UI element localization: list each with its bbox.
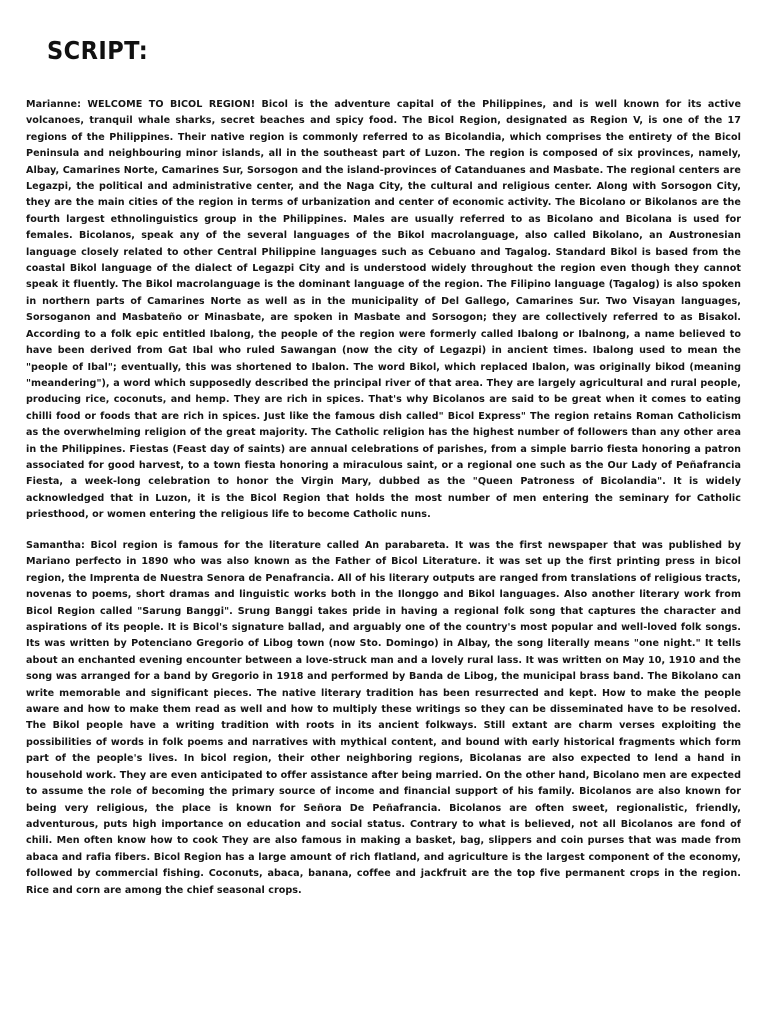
script-paragraph-marianne: Marianne: WELCOME TO BICOL REGION! Bicol is the adventure capital of the Philippines, and is well known for its active volcanoes, tranquil whale sharks, secret beaches and spicy food. The Bicol Region, designated as Region V, is one of the 17 regions of the Philippines. Their native region is commonly referred to as Bicolandia, which comprises the entirety of the Bicol Peninsula and neighbouring minor islands, all in the southeast part of Luzon. The region is composed of six provinces, namely, Albay, Camarines Norte, Camarines Sur, Sorsogon and the island-provinces of Catanduanes and Masbate. The regional centers are Legazpi, the political and administrative center, and the Naga City, the cultural and religious center. Along with Sorsogon City, they are the main cities of the region in terms of urbanization and center of economic activity. The Bicolano or Bikolanos are the fourth largest ethnolinguistics group in the Philippines. Males are usually referred to as Bicolano and Bicolana is used for females. Bicolanos, speak any of the several languages of the Bikol macrolanguage, also called Bikolano, an Austronesian language closely related to other Central Philippine languages such as Cebuano and Tagalog. Standard Bikol is based from the coastal Bikol language of the dialect of Legazpi City and is understood widely throughout the region even though they cannot speak it fluently. The Bikol macrolanguage is the dominant language of the region. The Filipino language (Tagalog) is also spoken in northern parts of Camarines Norte as well as in the municipality of Del Gallego, Camarines Sur. Two Visayan languages, Sorsoganon and Masbateño or Minasbate, are spoken in Masbate and Sorsogon; they are collectively referred to as Bisakol. According to a folk epic entitled Ibalong, the people of the region were formerly called Ibalong or Ibalnong, a name believed to have been derived from Gat Ibal who ruled Sawangan (now the city of Legazpi) in ancient times. Ibalong used to mean the "people of Ibal"; eventually, this was shortened to Ibalon. The word Bikol, which replaced Ibalon, was originally bikod (meaning "meandering"), a word which supposedly described the principal river of that area. They are largely agricultural and rural people, producing rice, coconuts, and hemp. They are rich in spices. That's why Bicolanos are said to be great when it comes to eating chilli food or foods that are rich in spices. Just like the famous dish called" Bicol Express" The region retains Roman Catholicism as the overwhelming religion of the great majority. The Catholic religion has the highest number of followers than any other area in the Philippines. Fiestas (Feast day of saints) are annual celebrations of parishes, from a simple barrio fiesta honoring a patron associated for good harvest, to a town fiesta honoring a miraculous saint, or a regional one such as the Our Lady of Peñafrancia Fiesta, a week-long celebration to honor the Virgin Mary, dubbed as the "Queen Patroness of Bicolandia". It is widely acknowledged that in Luzon, it is the Bicol Region that holds the most number of men entering the seminary for Catholic priesthood, or women entering the religious life to become Catholic nuns. [26,99,741,521]
page-title: SCRIPT: [47,36,149,65]
script-paragraph-samantha: Samantha: Bicol region is famous for the literature called An parabareta. It was the first newspaper that was published by Mariano perfecto in 1890 who was also known as the Father of Bicol Literature. it was set up the first printing press in bicol region, the Imprenta de Nuestra Senora de Penafrancia. All of his literary outputs are ranged from translations of religious tracts, novenas to poems, short dramas and linguistic works both in the Ilonggo and Bikol languages. Also another literary work from Bicol Region called "Sarung Banggi". Srung Banggi takes pride in having a regional folk song that captures the character and aspirations of its people. It is Bicol's signature ballad, and arguably one of the country's most popular and well-loved folk songs. Its was written by Potenciano Gregorio of Libog town (now Sto. Domingo) in Albay, the song literally means "one night." It tells about an enchanted evening encounter between a love-struck man and a lovely rural lass. It was written on May 10, 1910 and the song was arranged for a band by Gregorio in 1918 and performed by Banda de Libog, the municipal brass band. The Bikolano can write memorable and significant pieces. The native literary tradition has been resurrected and kept. How to make the people aware and how to make them read as well and how to multiply these writings so they can be disseminated have to be resolved. The Bikol people have a writing tradition with roots in its ancient folkways. Still extant are charm verses exploiting the possibilities of words in folk poems and narratives with mythical content, and bound with early historical fragments which form part of the people's lives. In bicol region, their other neighboring regions, Bicolanas are also expected to lend a hand in household work. They are even anticipated to offer assistance after being married. On the other hand, Bicolano men are expected to assume the role of becoming the primary source of income and financial support of his family. Bicolanos are also known for being very religious, the place is known for Señora De Peñafrancia. Bicolanos are often sweet, regionalistic, friendly, adventurous, puts high importance on education and social status. Contrary to what is believed, not all Bicolanos are fond of chili. Men often know how to cook They are also famous in making a basket, bag, slippers and coin purses that was made from abaca and rafia fibers. Bicol Region has a large amount of rich flatland, and agriculture is the largest component of the economy, followed by commercial fishing. Coconuts, abaca, banana, coffee and jackfruit are the top five permanent crops in the region. Rice and corn are among the chief seasonal crops. [26,540,741,896]
